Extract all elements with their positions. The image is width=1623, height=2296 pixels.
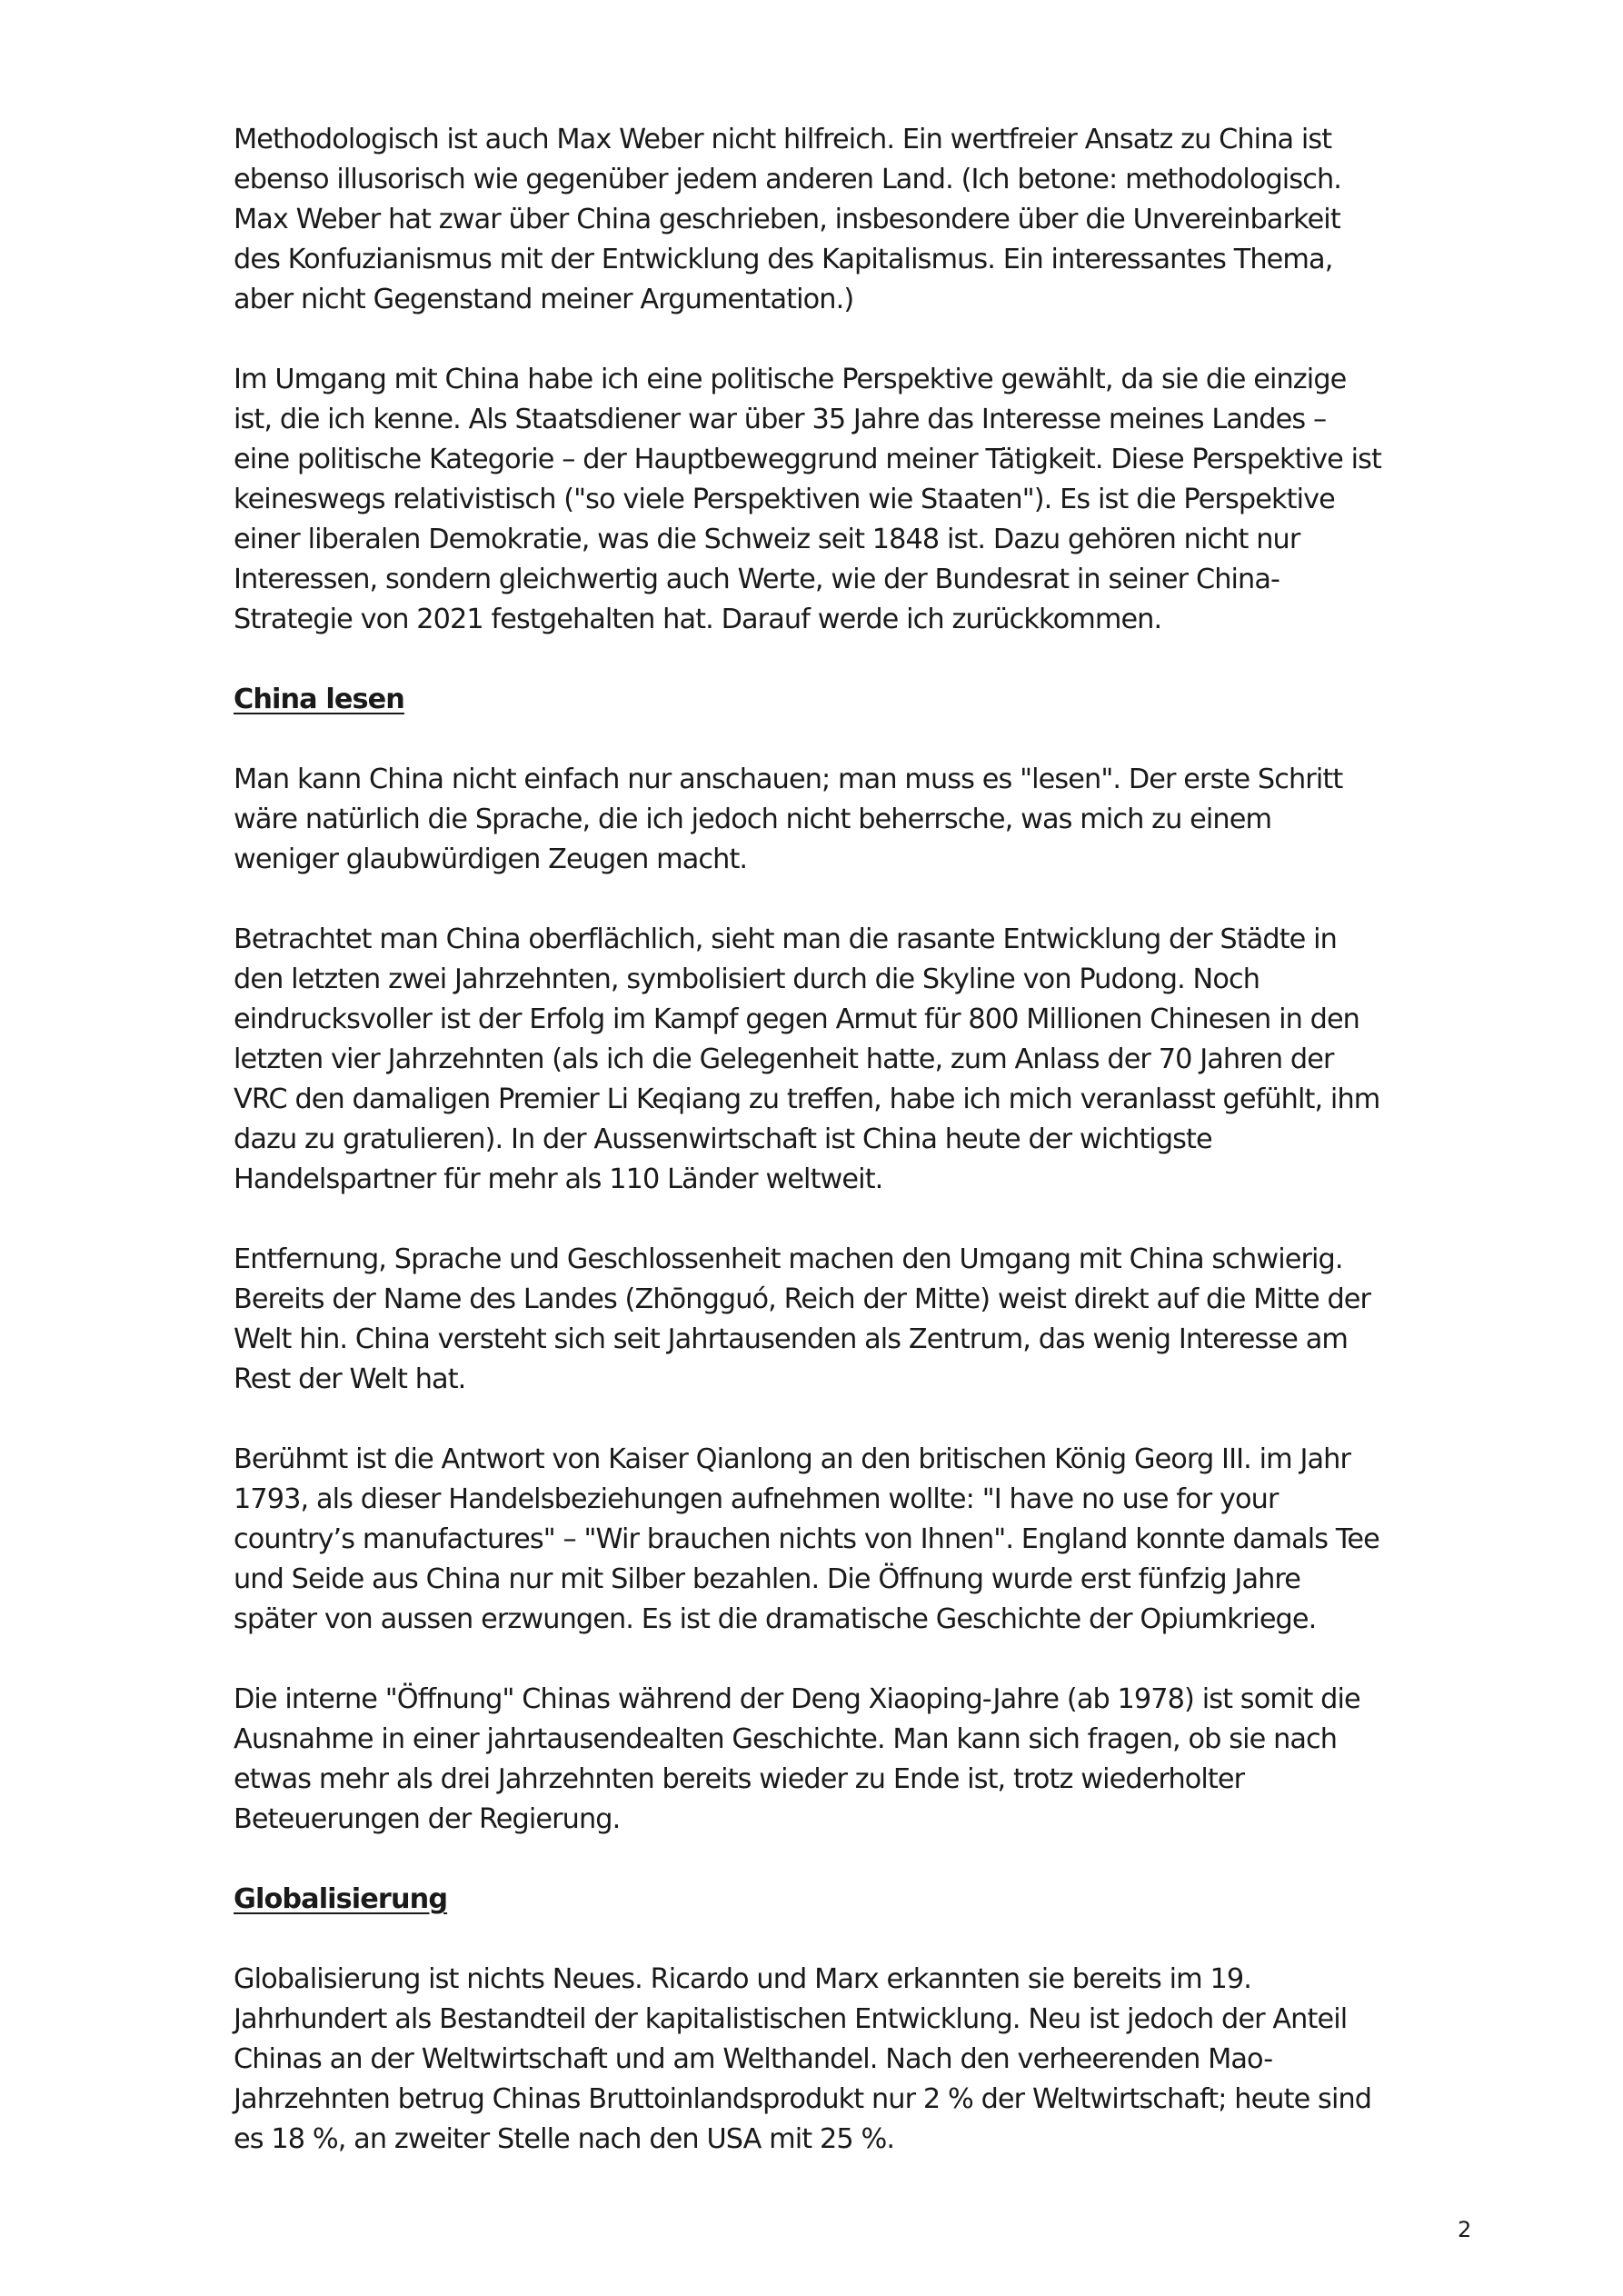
text-line: ist, die ich kenne. Als Staatsdiener war über 35 Jahre das Interesse meines Landes – (234, 404, 1327, 435)
text-line: des Konfuzianismus mit der Entwicklung des Kapitalismus. Ein interessantes Thema, (234, 244, 1333, 275)
section-heading-china-lesen: China lesen (234, 684, 404, 715)
text-line: Beteuerungen der Regierung. (234, 1803, 621, 1835)
text-line: eindrucksvoller ist der Erfolg im Kampf gegen Armut für 800 Millionen Chinesen in den (234, 1003, 1359, 1035)
text-line: Strategie von 2021 festgehalten hat. Darauf werde ich zurückkommen. (234, 604, 1162, 635)
paragraph-reading-china (234, 760, 1488, 880)
text-line: Welt hin. China versteht sich seit Jahrtausenden als Zentrum, das wenig Interesse am (234, 1323, 1349, 1355)
text-line: Die interne "Öffnung" Chinas während der Deng Xiaoping-Jahre (ab 1978) ist somit die (234, 1683, 1360, 1715)
text-line: Methodologisch ist auch Max Weber nicht hilfreich. Ein wertfreier Ansatz zu China ist (234, 124, 1332, 155)
text-line: Rest der Welt hat. (234, 1363, 466, 1395)
text-line: ebenso illusorisch wie gegenüber jedem anderen Land. (Ich betone: methodologisch. (234, 164, 1341, 195)
paragraph-opening (234, 1680, 1488, 1840)
text-line: Interessen, sondern gleichwertig auch Werte, wie der Bundesrat in seiner China- (234, 564, 1280, 595)
text-line: wäre natürlich die Sprache, die ich jedoch nicht beherrsche, was mich zu einem (234, 804, 1272, 835)
text-line: letzten vier Jahrzehnten (als ich die Gelegenheit hatte, zum Anlass der 70 Jahren der (234, 1043, 1334, 1075)
text-line: den letzten zwei Jahrzehnten, symbolisiert durch die Skyline von Pudong. Noch (234, 963, 1260, 995)
text-line: Man kann China nicht einfach nur anschauen; man muss es "lesen". Der erste Schritt (234, 764, 1343, 795)
text-line: und Seide aus China nur mit Silber bezahlen. Die Öffnung wurde erst fünfzig Jahre (234, 1563, 1301, 1595)
text-line: Betrachtet man China oberflächlich, sieht man die rasante Entwicklung der Städte in (234, 923, 1337, 955)
text-line: Ausnahme in einer jahrtausendealten Geschichte. Man kann sich fragen, ob sie nach (234, 1723, 1338, 1755)
text-line: keineswegs relativistisch ("so viele Perspektiven wie Staaten"). Es ist die Perspektive (234, 484, 1335, 515)
text-line: Handelspartner für mehr als 110 Länder weltweit. (234, 1163, 883, 1195)
text-line: Im Umgang mit China habe ich eine politische Perspektive gewählt, da sie die einzige (234, 364, 1347, 395)
text-line: einer liberalen Demokratie, was die Schweiz seit 1848 ist. Dazu gehören nicht nur (234, 524, 1300, 555)
page-number: 2 (1458, 2217, 1472, 2242)
text-line: Berühmt ist die Antwort von Kaiser Qianlong an den britischen König Georg III. im Jahr (234, 1443, 1351, 1475)
paragraph-qianlong (234, 1440, 1488, 1640)
text-line: Bereits der Name des Landes (Zhōngguó, Reich der Mitte) weist direkt auf die Mitte der (234, 1283, 1371, 1315)
paragraph-political-perspective (234, 360, 1488, 640)
text-line: Max Weber hat zwar über China geschrieben, insbesondere über die Unvereinbarkeit (234, 204, 1340, 235)
section-heading-globalisierung: Globalisierung (234, 1883, 448, 1915)
document-body (234, 120, 1488, 2200)
text-line: country’s manufactures" – "Wir brauchen nichts von Ihnen". England konnte damals Tee (234, 1523, 1379, 1555)
text-line: später von aussen erzwungen. Es ist die dramatische Geschichte der Opiumkriege. (234, 1603, 1317, 1635)
text-line: dazu zu gratulieren). In der Aussenwirtschaft ist China heute der wichtigste (234, 1123, 1212, 1155)
text-line: es 18 %, an zweiter Stelle nach den USA mit 25 %. (234, 2123, 895, 2155)
text-line: VRC den damaligen Premier Li Keqiang zu treffen, habe ich mich veranlasst gefühlt, ihm (234, 1083, 1380, 1115)
text-line: Globalisierung ist nichts Neues. Ricardo und Marx erkannten sie bereits im 19. (234, 1963, 1251, 1995)
text-line: 1793, als dieser Handelsbeziehungen aufnehmen wollte: "I have no use for your (234, 1483, 1279, 1515)
text-line: Chinas an der Weltwirtschaft und am Welthandel. Nach den verheerenden Mao- (234, 2043, 1273, 2075)
paragraph-globalization (234, 1960, 1488, 2160)
paragraph-distance-language (234, 1240, 1488, 1400)
text-line: Jahrhundert als Bestandteil der kapitalistischen Entwicklung. Neu ist jedoch der Anteil (234, 2003, 1348, 2035)
paragraph-development (234, 920, 1488, 1200)
text-line: etwas mehr als drei Jahrzehnten bereits wieder zu Ende ist, trotz wiederholter (234, 1763, 1245, 1795)
text-line: Entfernung, Sprache und Geschlossenheit machen den Umgang mit China schwierig. (234, 1243, 1343, 1275)
text-line: weniger glaubwürdigen Zeugen macht. (234, 844, 748, 875)
text-line: Jahrzehnten betrug Chinas Bruttoinlandsprodukt nur 2 % der Weltwirtschaft; heute sind (234, 2083, 1372, 2115)
text-line: eine politische Kategorie – der Hauptbeweggrund meiner Tätigkeit. Diese Perspektive ist (234, 444, 1381, 475)
text-line: aber nicht Gegenstand meiner Argumentation.) (234, 284, 854, 315)
paragraph-max-weber (234, 120, 1488, 320)
